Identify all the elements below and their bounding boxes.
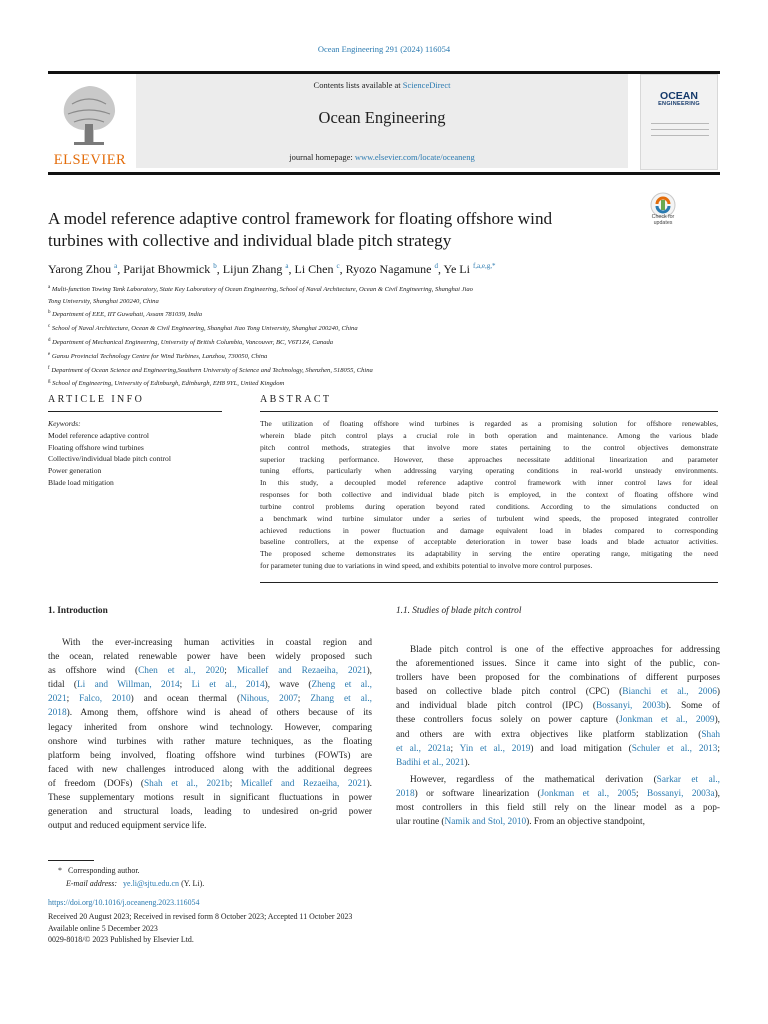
abstract-heading: ABSTRACT (260, 394, 332, 405)
affiliation-text: Multi-function Towing Tank Laboratory, State Key Laboratory of Ocean Engineering, School of Naval Architecture, Ocean & Civil Engineering, Shanghai Jiao (51, 286, 473, 294)
text-line (48, 805, 372, 819)
affiliation-mark: b (48, 310, 51, 316)
abstract-line: turbine control problems during operation beyond rated conditions. According to the simulations conducted on (260, 501, 718, 511)
abstract-line: tuning efforts, particularly when addressing varying operating conditions in real-world unsteady environments. (260, 466, 718, 476)
author-affiliation-mark[interactable]: a (114, 262, 118, 270)
header-bottom-rule (48, 172, 720, 175)
text-span: ular routine ( (396, 817, 445, 828)
citation-link[interactable]: Micallef and Rezaeiha, 2021 (236, 666, 367, 677)
abstract-line: pitch control methods, strategies that involve more states pertaining to the control objectives demonstrate (260, 442, 718, 452)
affiliation-mark: g (48, 379, 51, 385)
keyword-item: Blade load mitigation (48, 477, 114, 487)
abstract-line: a benchmark wind turbine simulator under a series of turbulent wind speeds, the proposed integrated controller (260, 513, 718, 523)
citation-link[interactable]: Chen et al., 2020 (138, 666, 225, 677)
text-span: legacy inherited from onshore wind technology. However, comparing (48, 722, 372, 733)
homepage-prefix: journal homepage: (289, 152, 355, 162)
author-name[interactable]: Ryozo Nagamune (345, 262, 432, 276)
text-span: ; (636, 789, 648, 800)
affiliation-text: Department of EEE, IIT Guwahati, Assam 781039, India (52, 311, 203, 319)
text-line (48, 777, 372, 791)
citation-link[interactable]: Shah (701, 729, 720, 740)
paper-title-line2: turbines with collective and individual blade pitch strategy (48, 231, 452, 250)
citation-link[interactable]: 2018 (396, 789, 415, 800)
affiliation-mark: e (48, 351, 51, 357)
available-online: Available online 5 December 2023 (48, 924, 158, 933)
text-line (48, 692, 372, 706)
citation-link[interactable]: Bossanyi, 2003a (647, 789, 715, 800)
text-line (396, 671, 720, 685)
text-line (48, 749, 372, 763)
citation-link[interactable]: 2018 (48, 708, 67, 719)
text-span: ; (224, 666, 237, 677)
author-affiliation-mark[interactable]: d (434, 262, 438, 270)
text-span: ) and load mitigation ( (530, 743, 632, 754)
keywords-block (48, 418, 224, 489)
author-affiliation-mark[interactable]: c (336, 262, 340, 270)
journal-citation-link[interactable]: Ocean Engineering 291 (2024) 116054 (317, 44, 451, 54)
text-span: ). Some of (665, 701, 720, 712)
author-name[interactable]: Ye Li (443, 262, 470, 276)
affiliation-text: Tong University, Shanghai 200240, China (48, 297, 159, 305)
sciencedirect-link[interactable]: ScienceDirect (402, 80, 451, 90)
text-span: Blade pitch control is one of the effective approaches for addressing (410, 645, 720, 655)
affiliation-item (48, 349, 668, 363)
text-span: ; (717, 743, 721, 754)
citation-link[interactable]: Zhang et al., (310, 694, 372, 705)
text-span: platform being involved, floating offshore wind turbines (FOWTs) are (48, 750, 372, 761)
abstract-line: for parameter tuning due to variations in wind speed, and exhibits potential to involve more control purposes. (260, 561, 593, 571)
abstract-line: wherein blade pitch control plays a crucial role in both operation and maintenance. Among the various blade (260, 430, 718, 440)
affiliation-mark: d (48, 337, 51, 343)
blade-pitch-paragraph-1 (396, 643, 720, 770)
affiliation-mark: f (48, 365, 50, 371)
text-span: ; (450, 743, 460, 754)
text-span: as offshore wind ( (48, 666, 139, 677)
banner-info-box (136, 74, 628, 168)
author-name[interactable]: Lijun Zhang (222, 262, 283, 276)
subsection-heading: 1.1. Studies of blade pitch control (396, 606, 522, 616)
keyword-item: Power generation (48, 466, 102, 476)
citation-link[interactable]: et al., 2021a (396, 743, 451, 754)
text-span: ), (366, 666, 372, 677)
abstract-rule (260, 411, 718, 412)
author-name[interactable]: Parijat Bhowmick (123, 262, 211, 276)
article-info-heading: ARTICLE INFO (48, 394, 145, 405)
email-label: E-mail address: (66, 879, 118, 888)
author-list: Yarong Zhou $^a$, Parijat Bhowmick $^b$, Lijun Zhang $^a$, Li Chen $^c$, Ryozo Nagamune $^d$, Ye Li $^{f,a,e,g,*}$ (48, 262, 496, 276)
contents-prefix: Contents lists available at (313, 80, 403, 90)
text-span: ), (714, 715, 720, 726)
affiliation-text: Gansu Provincial Technology Centre for Wind Turbines, Lanzhou, 730050, China (51, 352, 268, 360)
citation-link[interactable]: Bianchi et al., 2006 (622, 687, 717, 698)
citation-link[interactable]: Falco, 2010 (79, 694, 131, 705)
text-span: ; (229, 778, 241, 789)
text-line (48, 650, 372, 664)
text-line (396, 787, 720, 801)
abstract-bottom-rule (260, 582, 718, 583)
article-info-rule (48, 411, 222, 412)
text-line (48, 636, 372, 650)
author-affiliation-mark[interactable]: a (285, 262, 289, 270)
elsevier-tree-icon (54, 80, 124, 148)
text-line (48, 819, 372, 833)
text-line (48, 791, 372, 805)
text-line (396, 657, 720, 671)
citation-link[interactable]: Namik and Stol, 2010 (444, 817, 527, 828)
text-span: However, regardless of the mathematical derivation ( (410, 775, 657, 785)
citation-link[interactable]: Micallef and Rezaeiha, 2021 (240, 778, 367, 789)
cover-title-line1: OCEAN (660, 90, 698, 102)
citation-link[interactable]: Jonkman et al., 2005 (540, 789, 637, 800)
homepage-line (136, 152, 628, 162)
abstract-text (260, 418, 718, 572)
affiliation-text: Department of Ocean Science and Engineering,Southern University of Science and Technology, Shenzhen, 518055, China (51, 366, 373, 374)
text-line (48, 721, 372, 735)
text-span: ), wave ( (264, 680, 312, 691)
text-line (48, 763, 372, 777)
author-affiliation-mark[interactable]: b (213, 262, 217, 270)
text-span: and others are with extra objectives like platform stablization ( (396, 729, 702, 740)
journal-homepage-link[interactable]: www.elsevier.com/locate/oceaneng (354, 152, 475, 162)
citation-link[interactable]: Sarkar et al., (656, 775, 720, 785)
author-name[interactable]: Yarong Zhou (48, 262, 112, 276)
affiliation-mark: c (48, 324, 51, 330)
text-span: these controllers focus solely on power capture ( (396, 715, 620, 726)
affiliation-item (48, 296, 668, 308)
citation-link[interactable]: Bossanyi, 2003b (595, 701, 666, 712)
citation-link[interactable]: Yin et al., 2019 (459, 743, 531, 754)
journal-banner (48, 74, 720, 172)
text-span: ) (716, 687, 720, 698)
introduction-heading: 1. Introduction (48, 606, 108, 616)
footnote-mark: * (58, 866, 62, 875)
text-line (48, 664, 372, 678)
text-line (396, 773, 720, 787)
text-span: These supplementary motions result in significant fluctuations in power (48, 793, 372, 804)
text-line (48, 706, 372, 720)
text-span: generation and structural loads, leading to undesired on-grid power (48, 807, 372, 818)
affiliation-item (48, 335, 668, 349)
text-line (48, 735, 372, 749)
citation-link[interactable]: Badihi et al., 2021 (396, 757, 465, 768)
text-span: ). From an objective standpoint, (526, 817, 645, 828)
text-span: ). (464, 757, 470, 768)
text-span: ; (179, 680, 192, 691)
abstract-line: The utilization of floating offshore wind turbines is regarded as a promising solution for offshore renewables, (260, 419, 718, 428)
elsevier-wordmark: ELSEVIER (53, 152, 127, 168)
affiliation-mark: a (48, 285, 51, 290)
abstract-line: baseline controllers, at the expense of acceptable deterioration in tower base loads and blade actuator activities. (260, 537, 718, 547)
contents-line (136, 80, 628, 90)
affiliation-item (48, 376, 668, 390)
text-line (396, 728, 720, 742)
text-span: onshore wind turbines with rather mature techniques, as the floating (48, 736, 372, 747)
check-updates-label (646, 214, 680, 226)
affiliation-text: School of Engineering, University of Edinburgh, Edinburgh, EH8 9YL, United Kingdom (52, 380, 285, 388)
citation-link[interactable]: Shah et al., 2021b (144, 778, 230, 789)
text-line (48, 678, 372, 692)
text-span: tidal ( (48, 680, 77, 691)
text-span: ; (66, 694, 80, 705)
affiliation-item (48, 282, 668, 296)
text-span: trollers have been proposed for the combinations of different purposes (396, 673, 720, 684)
email-suffix: (Y. Li). (181, 879, 205, 888)
cover-title-line2: ENGINEERING (658, 101, 700, 107)
blade-pitch-paragraph-2 (396, 773, 720, 829)
cover-decoration (651, 123, 709, 141)
text-line (396, 713, 720, 727)
text-line (396, 801, 720, 815)
text-span: ). Among them, offshore wind is ahead of others because of its (66, 708, 372, 719)
affiliation-list (48, 282, 668, 390)
text-span: With the ever-increasing human activities in coastal region and (62, 638, 372, 648)
text-span: based on collective blade pitch control (CPC) ( (396, 687, 623, 698)
text-span: ) and ocean thermal ( (130, 694, 241, 705)
received-dates: Received 20 August 2023; Received in revised form 8 October 2023; Accepted 11 October 2023 (48, 912, 353, 921)
author-name[interactable]: Li Chen (294, 262, 334, 276)
keyword-item: Model reference adaptive control (48, 430, 149, 440)
text-line (396, 643, 720, 657)
footnote-rule (48, 860, 94, 861)
footnote-label: Corresponding author. (68, 866, 140, 875)
doi-link[interactable]: https://doi.org/10.1016/j.oceaneng.2023.116054 (48, 898, 200, 907)
abstract-line: superior tracking performance. However, these approaches necessitate additional linearization and parameter (260, 454, 718, 464)
text-span: and individual blade pitch control (IPC) ( (396, 701, 596, 712)
affiliation-item (48, 321, 668, 335)
citation-link[interactable]: Nihous, 2007 (240, 694, 298, 705)
text-line (396, 756, 720, 770)
abstract-line: responses for both collective and individual blade pitch is employed, in the context of floating offshore wind (260, 490, 718, 500)
text-span: ; (297, 694, 311, 705)
author-affiliation-mark[interactable]: f,a,e,g,* (472, 262, 496, 270)
affiliation-text: School of Naval Architecture, Ocean & Civil Engineering, Shanghai Jiao Tong University, Shanghai 200240, China (51, 325, 358, 333)
keywords-list (48, 430, 224, 489)
affiliation-item (48, 363, 668, 377)
check-for-updates-badge[interactable] (646, 192, 680, 232)
email-link[interactable]: ye.li@sjtu.edu.cn (123, 879, 180, 888)
journal-cover-thumbnail[interactable] (640, 74, 718, 170)
citation-link[interactable]: Li et al., 2014 (191, 680, 265, 691)
check-updates-line2: updates (653, 220, 673, 226)
citation-link[interactable]: 2021 (48, 694, 67, 705)
journal-name: Ocean Engineering (318, 108, 446, 127)
email-note (66, 879, 204, 888)
text-span: ) or software linearization ( (414, 789, 541, 800)
citation-link[interactable]: Zheng et al., (311, 680, 373, 691)
text-span: ), (714, 789, 720, 800)
text-span: ). (366, 778, 372, 789)
corresponding-author-note (58, 866, 140, 875)
abstract-line: In this study, a decoupled model reference adaptive control framework with inner control laws for ideal (260, 478, 718, 488)
paper-title (48, 208, 638, 252)
text-span: output and reduced equipment service life. (48, 821, 207, 832)
affiliation-item (48, 307, 668, 321)
copyright-line: 0029-8018/© 2023 Published by Elsevier Ltd. (48, 935, 194, 944)
check-updates-line1: Check for (651, 214, 675, 220)
citation-link[interactable]: Jonkman et al., 2009 (619, 715, 715, 726)
text-span: the ocean, related renewable power have been widely proposed such (48, 652, 372, 663)
text-span: most controllers in this field still rely on the linear model as a pop- (396, 803, 720, 814)
keywords-label: Keywords: (48, 419, 81, 428)
introduction-text (48, 636, 372, 833)
keyword-item: Collective/individual blade pitch control (48, 454, 171, 464)
text-line (396, 815, 720, 829)
citation-link[interactable]: Schuler et al., 2013 (631, 743, 718, 754)
text-span: faced with new challenges introduced along with the additional degrees (48, 764, 372, 775)
keyword-item: Floating offshore wind turbines (48, 442, 144, 452)
elsevier-logo[interactable] (50, 80, 128, 168)
affiliation-text: Department of Mechanical Engineering, University of British Columbia, Vancouver, BC, V6T1Z4, Canada (52, 339, 334, 347)
text-span: the aforementioned issues. Since it came into sight of the public, con- (396, 659, 720, 670)
text-line (396, 742, 720, 756)
text-line (396, 699, 720, 713)
citation-link[interactable]: Li and Willman, 2014 (76, 680, 180, 691)
text-span: of freedom (DOFs) ( (48, 778, 145, 789)
paper-title-line1: A model reference adaptive control framework for floating offshore wind (48, 209, 553, 228)
abstract-line: achieved reductions in power fluctuation and damage equivalent load in blades compared to corresponding (260, 525, 718, 535)
text-line (396, 685, 720, 699)
abstract-line: The proposed scheme demonstrates its adaptability in serving the entire operating range, mitigating the need (260, 549, 718, 559)
